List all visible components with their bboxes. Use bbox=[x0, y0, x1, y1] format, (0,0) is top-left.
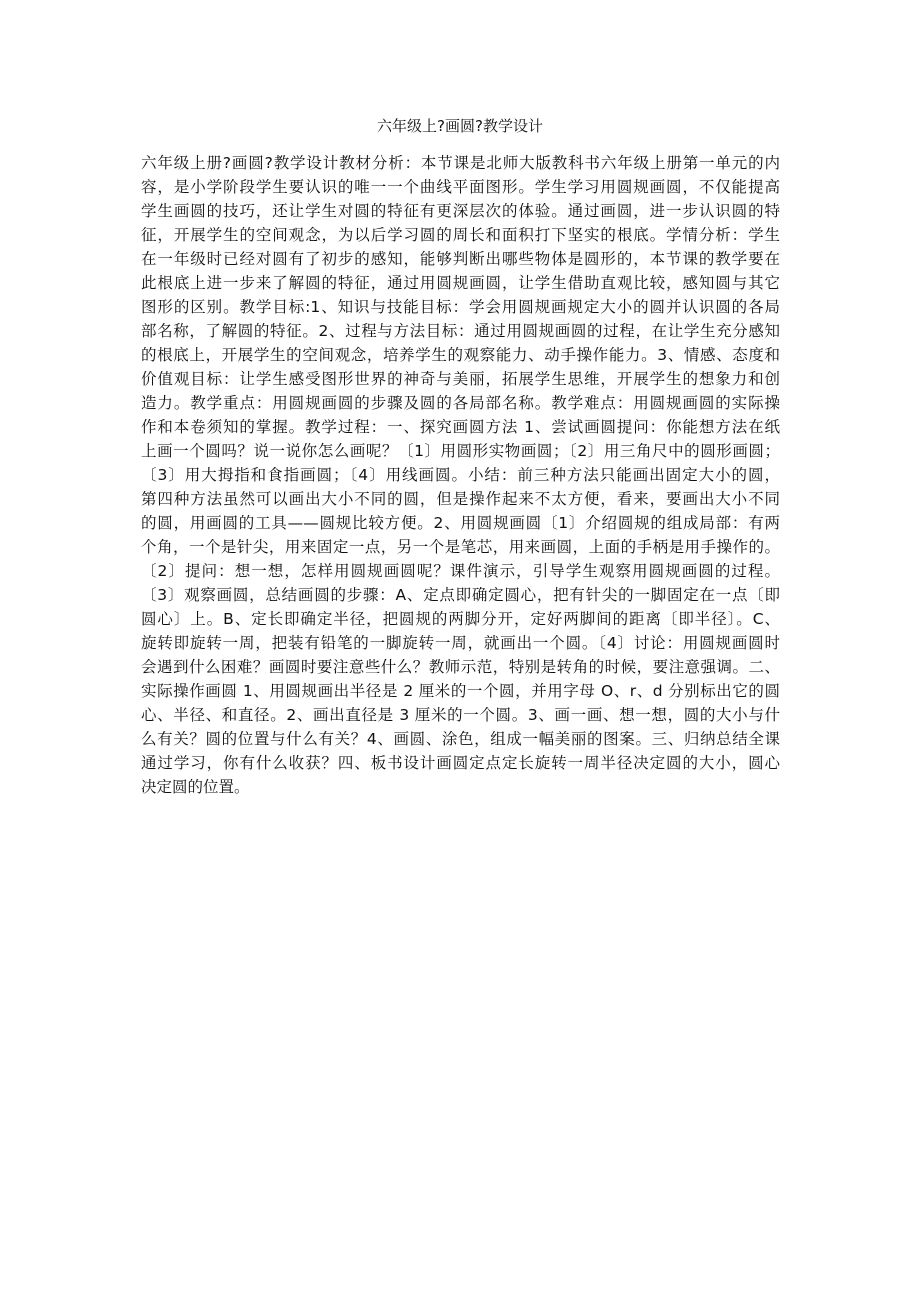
paragraph-line: 么有关？圆的位置与什么有关？4、画圆、涂色，组成一幅美丽的图案。三、归纳总结全课 bbox=[141, 730, 780, 748]
paragraph-line: 第四种方法虽然可以画出大小不同的圆，但是操作起来不太方便，看来，要画出大小不同 bbox=[141, 490, 780, 508]
paragraph-line: 征，开展学生的空间观念，为以后学习圆的周长和面积打下坚实的根底。学情分析：学生 bbox=[141, 226, 780, 244]
paragraph-line: 此根底上进一步来了解圆的特征，通过用圆规画圆，让学生借助直观比较，感知圆与其它 bbox=[141, 274, 780, 292]
document-body bbox=[141, 151, 780, 799]
paragraph-line: 六年级上册?画圆?教学设计教材分析：本节课是北师大版教科书六年级上册第一单元的内 bbox=[141, 154, 780, 172]
document-title: 六年级上?画圆?教学设计 bbox=[377, 117, 543, 135]
paragraph-line: 作和本卷须知的掌握。教学过程：一、探究画圆方法 1、尝试画圆提问：你能想方法在纸 bbox=[141, 418, 780, 436]
paragraph-line: 〔3〕用大拇指和食指画圆；〔4〕用线画圆。小结：前三种方法只能画出固定大小的圆， bbox=[141, 466, 780, 484]
paragraph-line: 会遇到什么困难？画圆时要注意些什么？教师示范，特别是转角的时候，要注意强调。二、 bbox=[141, 658, 780, 676]
paragraph-line: 部名称，了解圆的特征。2、过程与方法目标：通过用圆规画圆的过程，在让学生充分感知 bbox=[141, 322, 780, 340]
paragraph-line: 〔2〕提问：想一想，怎样用圆规画圆呢？课件演示，引导学生观察用圆规画圆的过程。 bbox=[141, 562, 780, 580]
paragraph-line: 的根底上，开展学生的空间观念，培养学生的观察能力、动手操作能力。3、情感、态度和 bbox=[141, 346, 780, 364]
paragraph-line: 个角，一个是针尖，用来固定一点，另一个是笔芯，用来画圆，上面的手柄是用手操作的。 bbox=[141, 538, 780, 556]
paragraph-line: 〔3〕观察画圆，总结画圆的步骤：A、定点即确定圆心，把有针尖的一脚固定在一点〔即 bbox=[141, 586, 780, 604]
paragraph-line: 决定圆的位置。 bbox=[141, 778, 250, 796]
paragraph-line: 学生画圆的技巧，还让学生对圆的特征有更深层次的体验。通过画圆，进一步认识圆的特 bbox=[141, 202, 780, 220]
paragraph-line: 造力。教学重点：用圆规画圆的步骤及圆的各局部名称。教学难点：用圆规画圆的实际操 bbox=[141, 394, 780, 412]
paragraph-line: 价值观目标：让学生感受图形世界的神奇与美丽，拓展学生思维，开展学生的想象力和创 bbox=[141, 370, 780, 388]
paragraph-line: 心、半径、和直径。2、画出直径是 3 厘米的一个圆。3、画一画、想一想，圆的大小与什 bbox=[141, 706, 780, 724]
paragraph-line: 在一年级时已经对圆有了初步的感知，能够判断出哪些物体是圆形的，本节课的教学要在 bbox=[141, 250, 780, 268]
paragraph-line: 容，是小学阶段学生要认识的唯一一个曲线平面图形。学生学习用圆规画圆，不仅能提高 bbox=[141, 178, 780, 196]
paragraph-line: 图形的区别。教学目标:1、知识与技能目标：学会用圆规画规定大小的圆并认识圆的各局 bbox=[141, 298, 780, 316]
paragraph-line: 通过学习，你有什么收获？四、板书设计画圆定点定长旋转一周半径决定圆的大小，圆心 bbox=[141, 754, 780, 772]
paragraph-line: 上画一个圆吗？说一说你怎么画呢？〔1〕用圆形实物画圆；〔2〕用三角尺中的圆形画圆； bbox=[141, 442, 780, 460]
paragraph-line: 旋转即旋转一周，把装有铅笔的一脚旋转一周，就画出一个圆。〔4〕讨论：用圆规画圆时 bbox=[141, 634, 780, 652]
paragraph-line: 圆心〕上。B、定长即确定半径，把圆规的两脚分开，定好两脚间的距离〔即半径〕。C、 bbox=[141, 610, 780, 628]
paragraph-line: 的圆，用画圆的工具——圆规比较方便。2、用圆规画圆〔1〕介绍圆规的组成局部：有两 bbox=[141, 514, 780, 532]
paragraph-line: 实际操作画圆 1、用圆规画出半径是 2 厘米的一个圆，并用字母 O、r、d 分别标出它的圆 bbox=[141, 682, 780, 700]
